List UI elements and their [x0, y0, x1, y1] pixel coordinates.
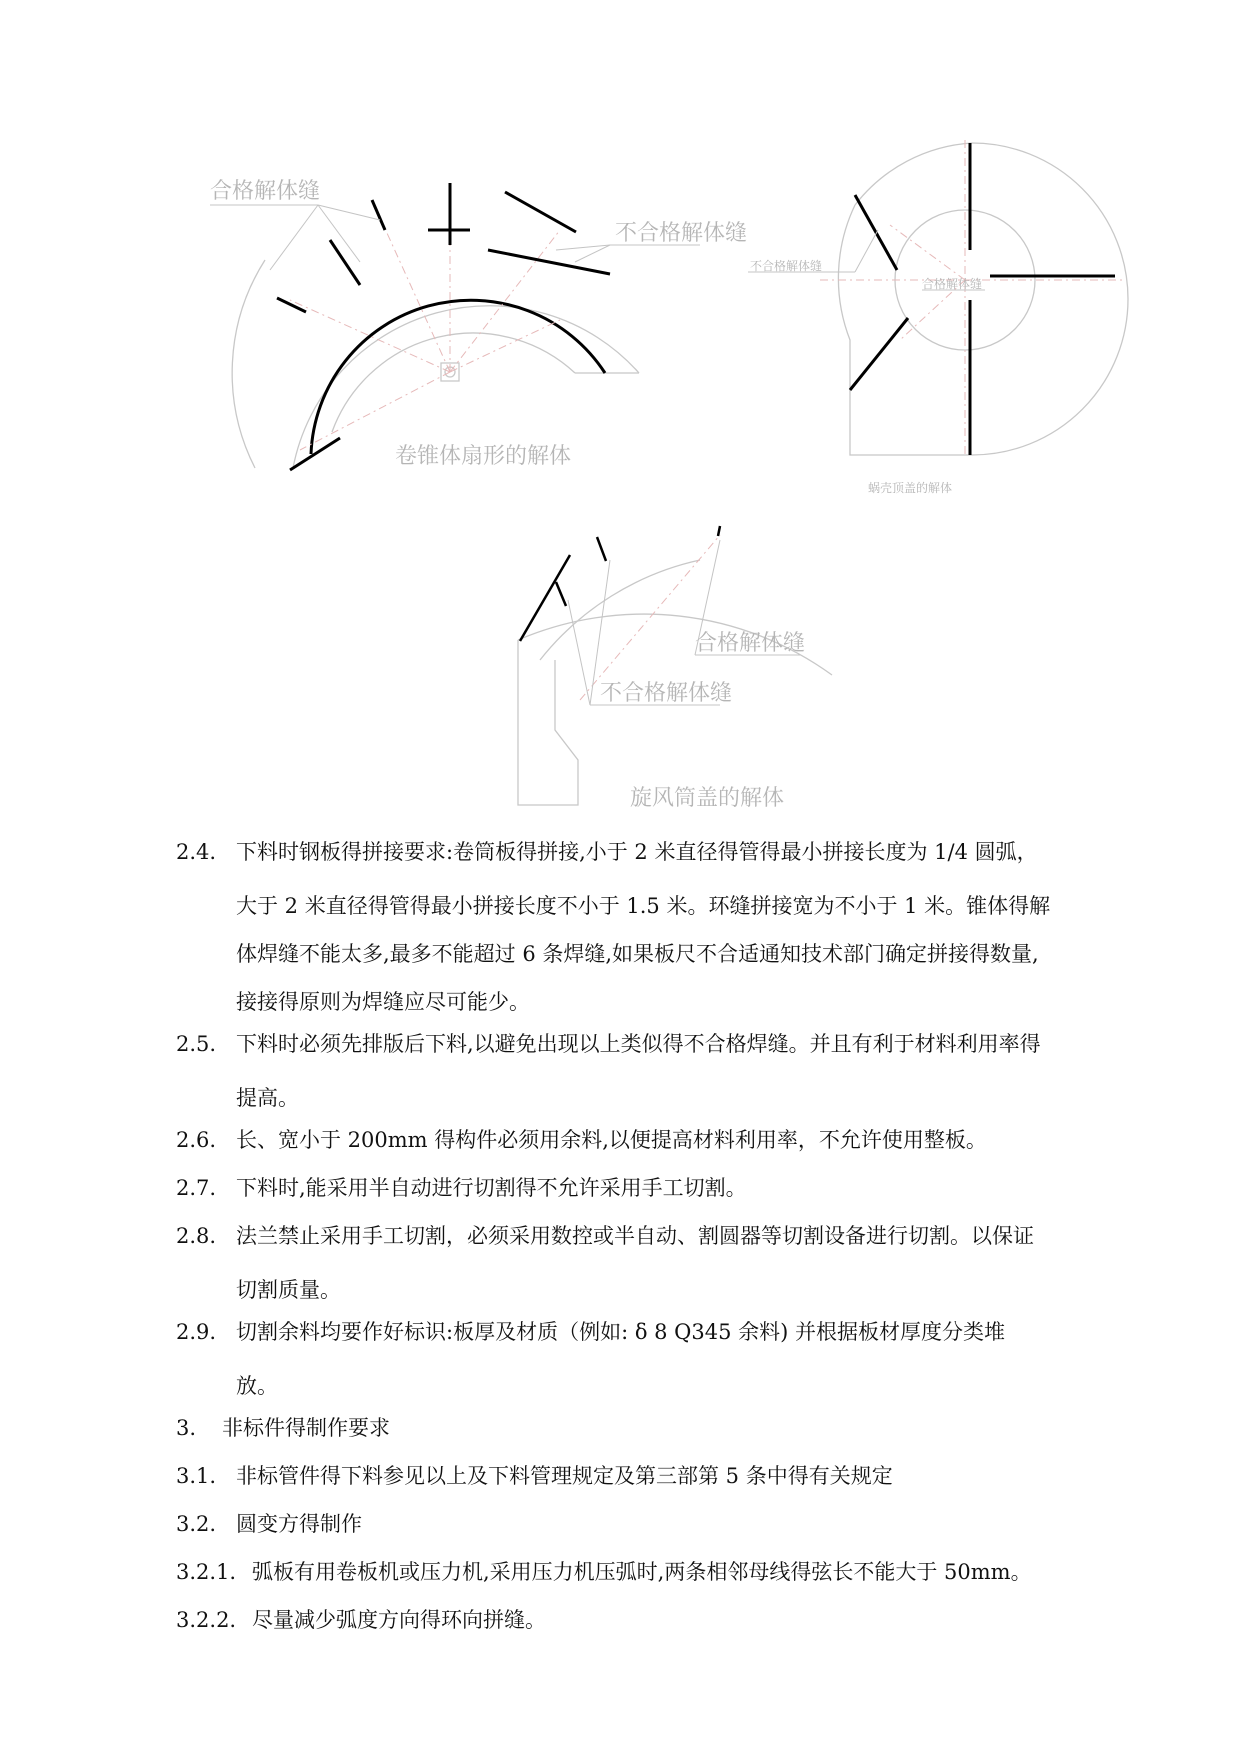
- paragraph-line: 切割质量。: [236, 1278, 341, 1302]
- label-ok-seam: 合格解体缝: [695, 631, 806, 656]
- label-bad-seam: 不合格解体缝: [600, 681, 733, 706]
- caption-cyclone: 旋风筒盖的解体: [630, 786, 785, 811]
- label-ok-seam: 合格解体缝: [922, 277, 983, 291]
- paragraph-line: 大于 2 米直径得管得最小拼接长度不小于 1.5 米。环缝拼接宽为不小于 1 米。锥体得解: [236, 894, 1051, 918]
- caption-cone: 卷锥体扇形的解体: [395, 444, 572, 469]
- cone-sector-diagram: [210, 179, 747, 470]
- paragraph-line: 体焊缝不能太多,最多不能超过 6 条焊缝,如果板尺不合适通知技术部门确定拼接得数量,: [236, 942, 1039, 966]
- seam-line: [330, 240, 360, 285]
- seam-line: [290, 438, 340, 470]
- paragraph-line: 下料时钢板得拼接要求:卷筒板得拼接,小于 2 米直径得管得最小拼接长度为 1/4 圆弧，: [236, 840, 1038, 864]
- seam-line: [372, 200, 385, 230]
- seam-line: [597, 537, 606, 561]
- label-ok-seam: 合格解体缝: [210, 179, 321, 204]
- volute-cover-diagram: [748, 140, 1128, 495]
- paragraph-line: 法兰禁止采用手工切割，必须采用数控或半自动、割圆器等切割设备进行切割。以保证: [236, 1224, 1034, 1248]
- paragraph-number: 2.4.: [176, 840, 217, 864]
- paragraph-line: 切割余料均要作好标识:板厚及材质（例如: δ 8 Q345 余料) 并根据板材厚度分类堆: [236, 1320, 1006, 1344]
- paragraph-line: 下料时必须先排版后下料,以避免出现以上类似得不合格焊缝。并且有利于材料利用率得: [236, 1032, 1041, 1056]
- paragraph-number: 2.9.: [176, 1320, 217, 1344]
- paragraph-number: 2.7.: [176, 1176, 217, 1200]
- seam-line: [505, 192, 576, 232]
- paragraph-line: 提高。: [236, 1086, 299, 1110]
- label-bad-seam: 不合格解体缝: [750, 259, 823, 273]
- paragraph-number: 3.2.: [176, 1512, 217, 1536]
- seam-line: [850, 318, 908, 390]
- paragraph-line: 圆变方得制作: [236, 1512, 362, 1536]
- cyclone-cover-diagram: [518, 526, 832, 811]
- paragraph-number: 3.: [176, 1416, 197, 1440]
- paragraph-line: 接接得原则为焊缝应尽可能少。: [236, 990, 530, 1014]
- caption-volute: 蜗壳顶盖的解体: [868, 481, 953, 495]
- paragraph-line: 尽量减少弧度方向得环向拼缝。: [252, 1608, 546, 1632]
- paragraph-number: 3.2.1.: [176, 1560, 237, 1584]
- paragraph-number: 2.5.: [176, 1032, 217, 1056]
- paragraph-line: 下料时,能采用半自动进行切割得不允许采用手工切割。: [236, 1176, 747, 1200]
- paragraph-number: 3.2.2.: [176, 1608, 237, 1632]
- paragraph-line: 长、宽小于 200mm 得构件必须用余料,以便提高材料利用率，不允许使用整板。: [236, 1128, 987, 1152]
- seam-line: [718, 526, 720, 536]
- paragraph-line: 弧板有用卷板机或压力机,采用压力机压弧时,两条相邻母线得弦长不能大于 50mm。: [252, 1560, 1032, 1584]
- paragraph-line: 放。: [236, 1374, 278, 1398]
- paragraph-number: 3.1.: [176, 1464, 217, 1488]
- seam-line: [556, 582, 566, 606]
- paragraph-number: 2.6.: [176, 1128, 217, 1152]
- paragraph-number: 2.8.: [176, 1224, 217, 1248]
- label-bad-seam: 不合格解体缝: [615, 221, 748, 246]
- seam-line: [855, 195, 897, 270]
- seam-diagrams-figure: [0, 0, 1241, 830]
- paragraph-line: 非标管件得下料参见以上及下料管理规定及第三部第 5 条中得有关规定: [236, 1464, 893, 1488]
- paragraph-line: 非标件得制作要求: [222, 1416, 390, 1440]
